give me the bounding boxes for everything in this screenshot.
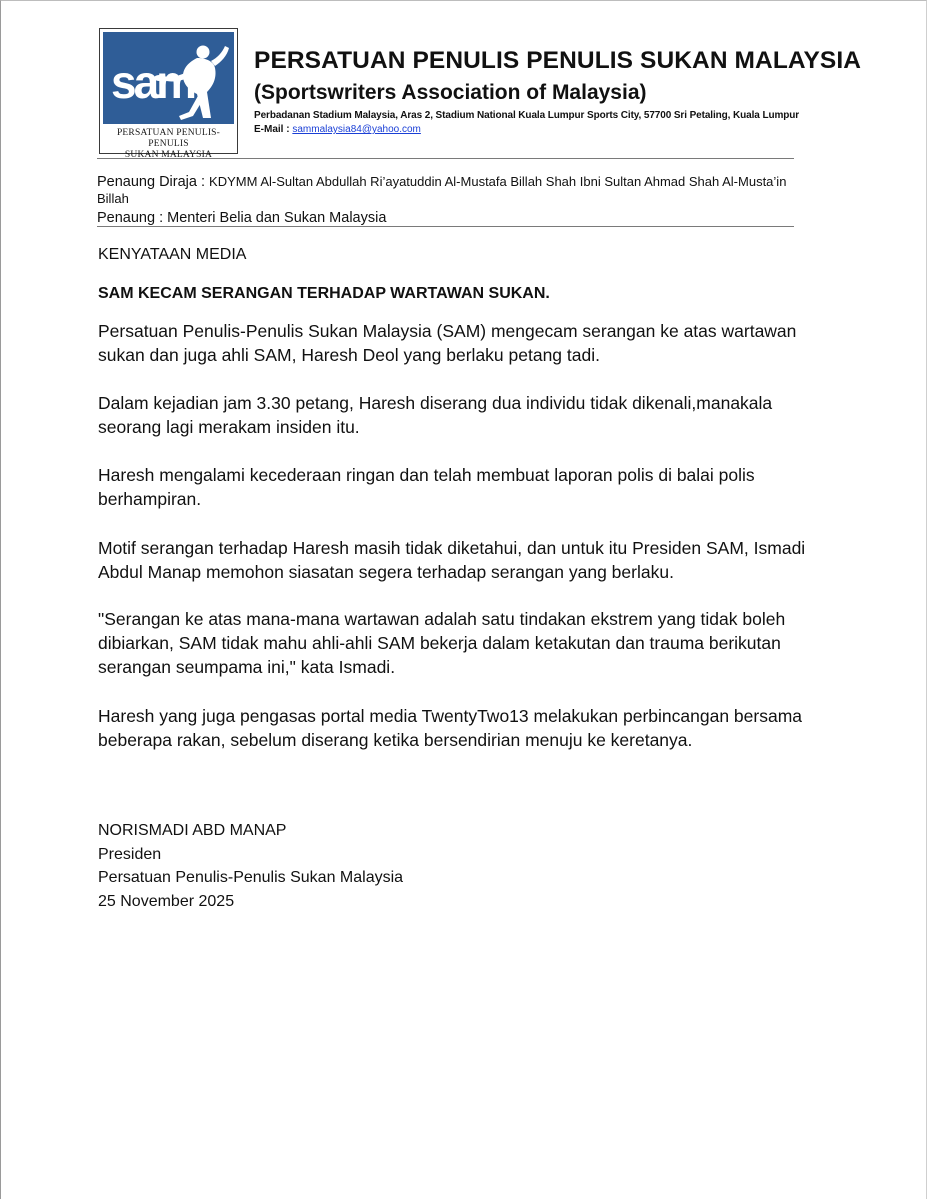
patron-line — [97, 209, 797, 226]
paragraph-3: Haresh mengalami kecederaan ringan dan telah membuat laporan polis di balai polis berhampiran. — [98, 465, 755, 509]
logo-caption — [100, 128, 237, 161]
paragraph-5: "Serangan ke atas mana-mana wartawan adalah satu tindakan ekstrem yang tidak boleh dibiarkan, SAM tidak mahu ahli-ahli SAM bekerja dalam ketakutan dan trauma berikutan serangan seumpama ini," kata Ismadi. — [98, 609, 786, 677]
signature-block — [98, 819, 403, 913]
paragraph-2: Dalam kejadian jam 3.30 petang, Haresh diserang dua individu tidak dikenali,manakala seorang lagi merakam insiden itu. — [98, 393, 773, 437]
patron-label: Penaung : — [97, 210, 168, 226]
paragraph-1: Persatuan Penulis-Penulis Sukan Malaysia (SAM) mengecam serangan ke atas wartawan sukan dan juga ahli SAM, Haresh Deol yang berlaku petang tadi. — [98, 321, 797, 365]
royal-patron-value: KDYMM Al-Sultan Abdullah Ri’ayatuddin Al-Mustafa Billah Shah Ibni Sultan Ahmad Shah Al-Musta’in Billah — [97, 174, 787, 206]
royal-patron-label: Penaung Diraja : — [97, 174, 210, 190]
statement-type: KENYATAAN MEDIA — [98, 246, 247, 263]
logo-caption-line1: PERSATUAN PENULIS-PENULIS — [116, 128, 221, 149]
royal-patron-line — [97, 173, 797, 207]
paragraph-6: Haresh yang juga pengasas portal media TwentyTwo13 melakukan perbincangan bersama beberapa rakan, sebelum diserang ketika bersendirian menuju ke keretanya. — [98, 706, 802, 750]
logo-wordmark: sam — [111, 56, 195, 108]
email-label: E-Mail : — [254, 124, 293, 135]
organisation-email-line — [254, 124, 421, 135]
paragraph-4: Motif serangan terhadap Haresh masih tidak diketahui, dan untuk itu Presiden SAM, Ismadi Abdul Manap memohon siasatan segera terhadap serangan yang berlaku. — [98, 538, 806, 582]
organisation-address: Perbadanan Stadium Malaysia, Aras 2, Stadium National Kuala Lumpur Sports City, 57700 Sri Petaling, Kuala Lumpur — [254, 110, 800, 121]
patrons-block — [97, 173, 797, 226]
statement-headline: SAM KECAM SERANGAN TERHADAP WARTAWAN SUKAN. — [98, 285, 550, 302]
email-link[interactable]: sammalaysia84@yahoo.com — [292, 124, 421, 135]
statement-date: 25 November 2025 — [98, 892, 235, 910]
signatory-name: NORISMADI ABD MANAP — [98, 822, 287, 839]
sam-logo — [99, 28, 238, 160]
discus-thrower-icon — [103, 32, 234, 124]
logo-caption-line2: SUKAN MALAYSIA — [124, 150, 213, 160]
patron-value: Menteri Belia dan Sukan Malaysia — [167, 210, 387, 226]
organisation-title: PERSATUAN PENULIS PENULIS SUKAN MALAYSIA — [254, 47, 862, 74]
organisation-subtitle: (Sportswriters Association of Malaysia) — [254, 81, 647, 104]
signatory-position: Presiden — [98, 845, 162, 863]
signatory-organisation: Persatuan Penulis-Penulis Sukan Malaysia — [98, 869, 404, 886]
divider-bottom — [97, 226, 794, 227]
divider-top — [97, 158, 794, 159]
logo-emblem — [103, 32, 234, 124]
